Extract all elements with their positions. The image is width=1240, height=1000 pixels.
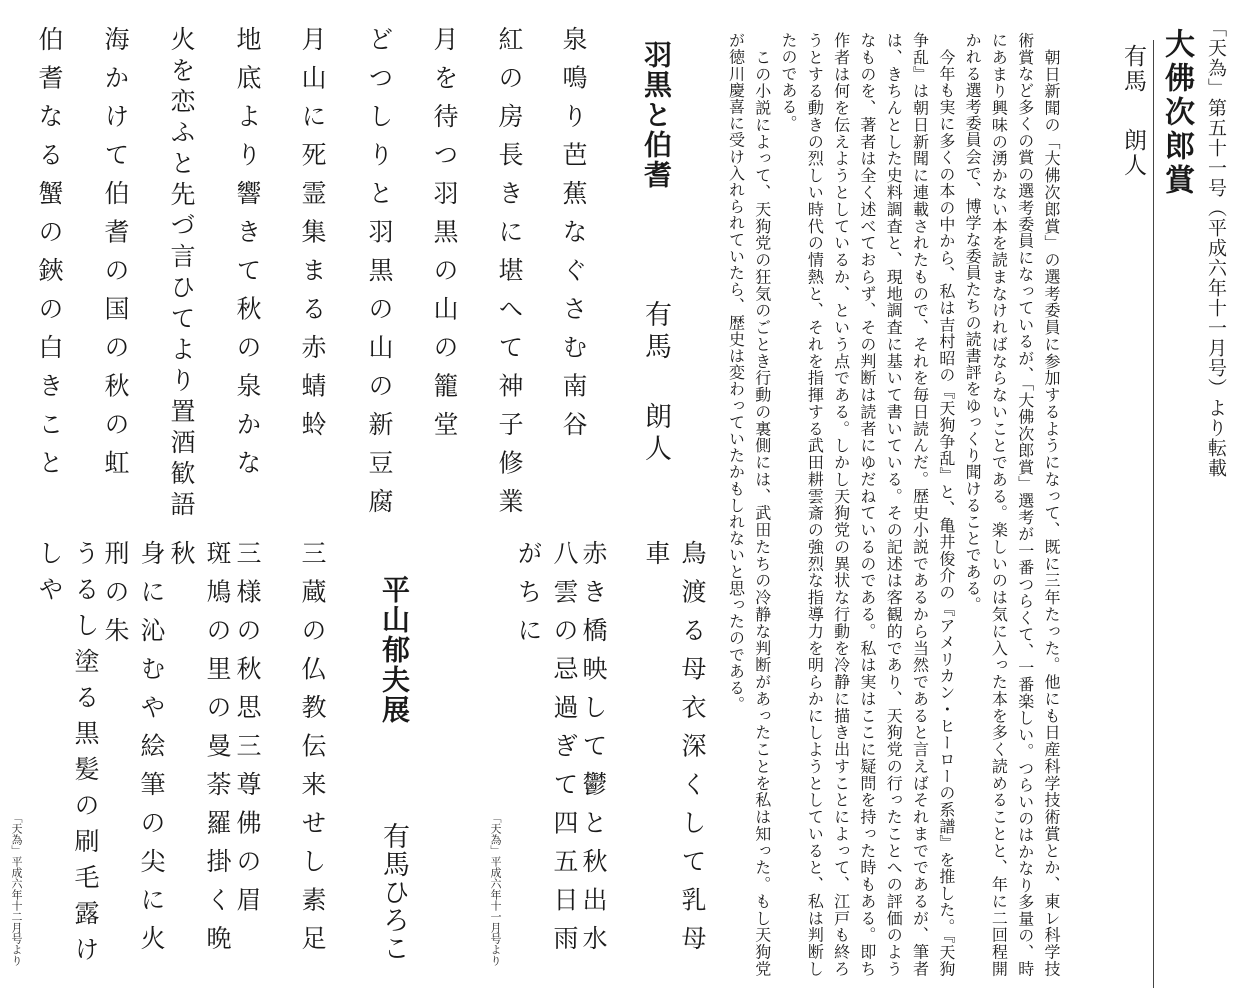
poem-author-given: 朗人: [640, 402, 671, 466]
title-rule: [1153, 40, 1154, 988]
haiku-line: 赤き橋映して鬱と秋出水: [579, 540, 608, 964]
haiku-line: 海かけて伯耆の国の秋の虹: [101, 26, 130, 488]
haiku-line: 火を恋ふと先づ言ひてより置酒歓語: [167, 26, 196, 522]
author-family-name: 有馬: [1120, 44, 1146, 94]
haiku-line: 八雲の忌過ぎて四五日雨がちに: [514, 540, 579, 964]
article-paragraph: 朝日新聞の「大佛次郎賞」の選考委員に参加するようになって、既に三年たった。他にも日産科学技術賞とか、東レ科学技術賞など多くの賞の選考委員になっているが、「大佛次郎賞」選考が一番つらくて、一番楽しい。つらいのはかなり多量の、時にあまり興味の湧かない本を読まなければならないことである。楽しいのは気に入った本を多く読めることと、年に二回程開かれる選考委員会で、博学な委員たちの読書評をゆっくり聞けることである。: [963, 32, 1061, 977]
haiku-line: 紅の房長きに堪へて神子修業: [495, 26, 524, 527]
haiku-line: 斑鳩の里の曼荼羅掛く晩秋: [167, 540, 232, 964]
author-given-name: 朗人: [1120, 128, 1146, 178]
article-title: 大佛次郎賞: [1159, 28, 1194, 198]
haiku-line: 身に沁むや絵筆の尖に火刑の朱: [101, 540, 166, 964]
article-paragraph: 今年も実に多くの本の中から、私は吉村昭の『天狗争乱』と、亀井俊介の『アメリカン・ヒーローの系譜』を推した。『天狗争乱』は朝日新聞に連載されたもので、それを毎日読んだ。歴史小説であるから当然であると言えばそれまでであるが、筆者は、きちんとした史料調査と、現地調査に基いて書いている。その記述は客観的であり、天狗党の行ったことへの評価のようなものを、著者は全く述べておらず、その判断は読者にゆだねているのである。私は実はここに疑問を持った時もある。即ち作者は何を伝えようとしているか、という点である。しかし天狗党の異状な行動を冷静に描き出すことによって、江戸も終ろうとする動きの烈しい時代の情熱と、それを指揮する武田耕雲斎の強烈な指導力を明らかにしようとしていると、私は判断したのである。: [779, 32, 956, 977]
haiku-line: どつしりと羽黒の山の新豆腐: [365, 26, 394, 527]
poem-title-1: 羽黒と伯耆: [640, 40, 673, 190]
haiku-line: 泉鳴り芭蕉なぐさむ南谷: [559, 26, 588, 450]
poem-source-2: 「天為」平成六年十二月号より: [10, 812, 23, 966]
haiku-line: 伯耆なる蟹の鋏の白きこと: [35, 26, 64, 488]
poem-source-1: 「天為」平成六年十一月号より: [489, 812, 502, 966]
haiku-line: うるし塗る黒髪の刷毛露けしや: [35, 540, 100, 972]
haiku-line: 月を待つ羽黒の山の籠堂: [430, 26, 459, 450]
haiku-line: 地底より響きて秋の泉かな: [233, 26, 262, 488]
haiku-line: 鳥渡る母衣深くして乳母車: [642, 540, 707, 964]
poem-author-family: 有馬: [640, 300, 671, 364]
article-body: [722, 32, 1064, 977]
poem-author-2: 有馬ひろこ: [378, 822, 409, 962]
article-source: 「天為」第五十一号（平成六年十一月号）より転載: [1205, 18, 1227, 478]
poem-title-2: 平山郁夫展: [378, 575, 411, 725]
haiku-line: 三様の秋思三尊佛の眉: [233, 540, 262, 925]
article-author: [1117, 44, 1150, 178]
poem-author-1: [636, 300, 675, 466]
haiku-line: 三蔵の仏教伝来せし素足: [298, 540, 327, 964]
haiku-line: 月山に死霊集まる赤蜻蛉: [298, 26, 327, 450]
article-paragraph: この小説によって、天狗党の狂気のごとき行動の裏側には、武田たちの冷静な判断があったことを私は知った。もし天狗党が徳川慶喜に受け入れられていたら、歴史は変わっていたかもしれないと思ったのである。: [726, 32, 772, 977]
